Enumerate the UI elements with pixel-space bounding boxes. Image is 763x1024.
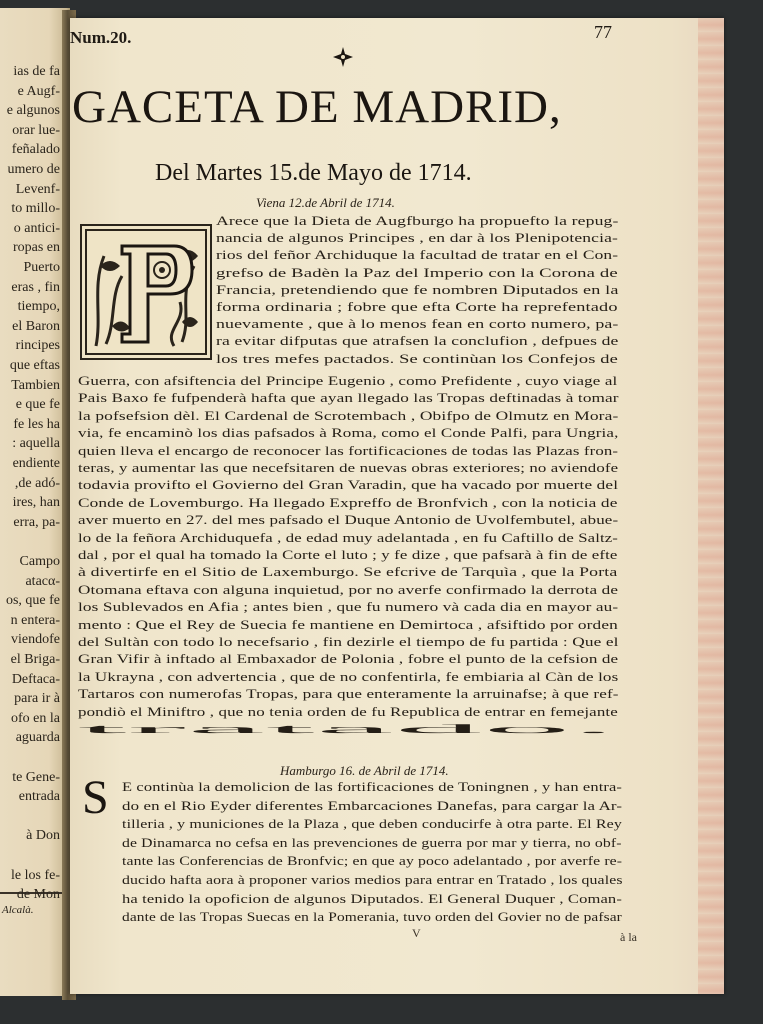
previous-page-fragment — [0, 8, 70, 996]
page-number: 77 — [594, 22, 612, 42]
text-line: los Sublevados en Afia ; antes bien , que fu numero và cada dia en mayor au- — [78, 600, 619, 615]
text-line: ha tenido la opoficion de algunos Diputados. El General Duquer , Coman- — [122, 891, 622, 906]
previous-page-line: entrada — [18, 789, 60, 805]
initial-s: S — [82, 771, 109, 824]
text-line: de Dinamarca no cefsa en las prevenciones de guerra por mar y tierra, no obf- — [122, 835, 622, 850]
previous-page-line: e algunos — [6, 103, 60, 119]
previous-page-line: os, que fe — [5, 593, 60, 609]
previous-page-line: le los fe- — [11, 867, 60, 883]
previous-page-line: to millo- — [11, 201, 60, 217]
printer-imprint: Alcalà. — [2, 904, 34, 916]
text-line: ducido hafta aora à proponer varios medios para entrar en Tratado , los quales — [122, 873, 623, 887]
previous-page-line: el Baron — [12, 318, 60, 334]
previous-page-line: à Don — [26, 828, 60, 844]
previous-page-line: erra, pa- — [13, 514, 60, 530]
previous-page-line: e Augf- — [17, 83, 60, 99]
dateline-vienna: Viena 12.de Abril de 1714. — [256, 195, 395, 210]
text-line: ra evitar difputas que atrafsen la conclufion , defpues de — [216, 334, 619, 349]
text-line: pondiò el Miniftro , que no tenia orden de fu Republica de entrar en femejante — [78, 704, 618, 719]
previous-page-line: te Gene- — [12, 769, 60, 785]
previous-page-line: ias de fa — [13, 64, 60, 79]
previous-page-line: atacα- — [25, 573, 60, 589]
previous-page-line: : aquella — [12, 436, 60, 452]
previous-page-line: Tambien — [11, 377, 60, 393]
issue-date: Del Martes 15.de Mayo de 1714. — [155, 160, 472, 186]
text-line: Guerra, con afsiftencia del Principe Eugenio , como Prefidente , cuyo viage al — [78, 374, 618, 388]
previous-page-line: aguarda — [15, 730, 60, 746]
text-line: Pais Baxo fe fufpenderà hafta que ayan llegado las Tropas deftinadas à tomar — [78, 391, 619, 406]
text-line: Tartaros con numerofas Tropas, para que enteramente la arruinafse; à que ref- — [78, 687, 619, 702]
gazette-page — [70, 18, 724, 994]
text-line: lo de la feñora Archiduquefa , de edad muy adelantada , en fu Caftillo de Saltz- — [78, 530, 618, 545]
text-line: mento : Que el Rey de Suecia fe mantiene en Demirtoca , afsiftido por orden — [78, 617, 618, 632]
previous-page-line: eras , fin — [11, 279, 60, 295]
previous-page-line: que eftas — [9, 358, 60, 373]
text-line: la Ukrayna , con advertencia , que de no confentirla, fe embiaria al Càn de los — [78, 669, 619, 684]
previous-page-line: Campo — [19, 554, 60, 569]
previous-page-line: tiempo, — [17, 299, 60, 315]
text-line: quien lleva el encargo de reconocer las fortificaciones de todas las Plazas fron- — [78, 443, 619, 458]
text-line: dal , por el qual ha tomado la Corte el luto ; y fe dize , que pafsarà à fin de efte — [78, 548, 618, 562]
previous-page-line: e que fe — [15, 397, 60, 413]
previous-page-line: Puerto — [23, 260, 60, 275]
previous-page-line: para ir à — [14, 691, 60, 707]
text-line: dante de las Tropas Suecas en la Pomerania, tuvo orden del Govier no de pafsar — [122, 910, 622, 925]
text-line: tratado. — [78, 722, 617, 736]
previous-page-line: endiente — [12, 456, 60, 471]
text-line: grefso de Badèn la Paz del Imperio con la Corona de — [216, 265, 618, 280]
previous-page-line: n entera- — [10, 612, 60, 628]
signature-mark: V — [412, 926, 421, 940]
previous-page-line: orar lue- — [12, 122, 60, 138]
text-line: rios del feñor Archiduque la facultad de tratar en el Con- — [216, 248, 619, 263]
text-line: Francia, pretendiendo que fe nombren Diputados en la — [216, 282, 619, 297]
text-line: todavia provifto el Govierno del Gran Varadin, que ha vacado por muerte del — [78, 478, 619, 493]
previous-page-line: ropas en — [12, 240, 60, 256]
masthead-title: GACETA DE MADRID, — [72, 81, 562, 133]
previous-page-line: ,de adó- — [14, 475, 60, 491]
text-line: los tres mefes pactados. Se continùan los Confejos de — [216, 351, 618, 366]
text-line: del Sultàn con todo lo necefsario , fin dezirle el tiempo de fu partida : Que el — [78, 635, 619, 649]
text-line: Gran Vifir à inftado al Embaxador de Polonia , fobre el punto de la cefsion de — [78, 652, 619, 667]
text-line: E continùa la demolicion de las fortificaciones de Toningnen , y han entra- — [122, 780, 623, 794]
ornamental-initial-p-icon — [80, 224, 212, 360]
text-line: tilleria , y municiones de la Plaza , que deben conducirfe à otra parte. El Rey — [122, 817, 622, 832]
text-line: la pofsefsion dèl. El Cardenal de Scrotembach , Obifpo de Olmutz en Mora- — [78, 408, 619, 423]
previous-page-line: ofo en la — [11, 710, 60, 726]
text-line: Conde de Lovemburgo. Ha llegado Expreffo de Bronfvich , con la noticia de — [78, 495, 618, 510]
previous-page-line: Levenf- — [15, 181, 60, 197]
text-line: do en el Rio Eyder diferentes Embarcaciones Danefas, para cargar la Ar- — [122, 798, 623, 813]
text-line: Otomana eftava con alguna inquietud, por no averfe confirmado la derrota de — [78, 582, 619, 597]
issue-number: Num.20. — [70, 28, 132, 47]
text-line: Arece que la Dieta de Augfburgo ha propuefto la repug- — [216, 214, 619, 228]
text-line: nuevamente , que à lo menos fean en corto numero, pa- — [216, 317, 619, 332]
text-line: à divertirfe en el Sitio de Laxemburgo. Se efcrive de Tarquìa , que la Porta — [78, 565, 618, 580]
previous-page-line: feñalado — [11, 142, 60, 158]
previous-page-line: el Briga- — [10, 652, 60, 667]
catchword: à la — [620, 930, 637, 944]
text-line: nancia de algunos Principes , en dar à los Plenipotencia- — [216, 231, 618, 246]
dateline-hamburg: Hamburgo 16. de Abril de 1714. — [280, 763, 449, 778]
text-line: via, fe encaminò los dias pafsados à Roma, como el Conde Palfi, para Ungria, — [78, 426, 619, 441]
text-line: forma ordinaria ; fobre que efta Corte ha reprefentado — [216, 300, 618, 314]
previous-page-line: o antici- — [13, 220, 60, 236]
previous-page-line: fe les ha — [13, 416, 60, 432]
text-line: aver muerto en 27. del mes pafsado el Duque Antonio de Uvolfembutel, abue- — [78, 513, 619, 528]
text-line: tante las Conferencias de Bronfvic; en que ay poco adelantado , por averfe re- — [122, 854, 623, 869]
previous-page-line: rincipes — [15, 338, 60, 354]
previous-page-line: viendofe — [11, 632, 60, 648]
previous-page-line: Deftaca- — [11, 671, 60, 687]
cross-ornament-icon — [332, 46, 354, 68]
previous-page-line: ires, han — [12, 495, 60, 511]
previous-page-line: umero de — [7, 162, 60, 177]
previous-page-line: de Mon — [16, 887, 60, 903]
text-line: teras, y aumentar las que necefsitaren de nuevas obras exteriores; no aviendofe — [78, 461, 619, 475]
page-edge-stain — [698, 18, 724, 994]
